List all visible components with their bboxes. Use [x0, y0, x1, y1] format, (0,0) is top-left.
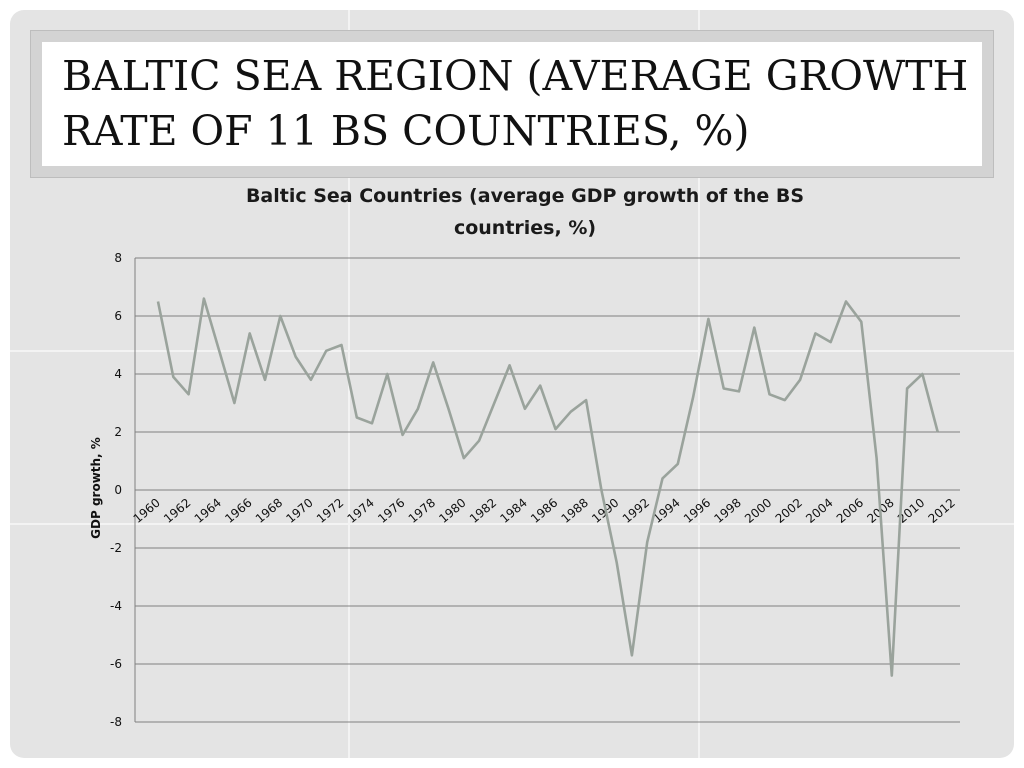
y-tick-label: -8: [110, 715, 122, 729]
x-tick-label: 2000: [742, 495, 775, 526]
x-tick-label: 1998: [711, 495, 744, 526]
x-tick-label: 1968: [252, 495, 286, 526]
x-tick-label: 2008: [864, 495, 897, 526]
x-tick-label: 1962: [161, 495, 194, 526]
x-tick-label: 1984: [497, 495, 530, 526]
y-tick-label: 2: [114, 425, 122, 439]
x-tick-label: 1994: [650, 495, 683, 526]
x-tick-label: 1974: [344, 495, 377, 526]
y-tick-label: -6: [110, 657, 122, 671]
x-tick-label: 1982: [466, 495, 500, 526]
x-tick-label: 1988: [558, 495, 592, 526]
x-tick-label: 1990: [589, 495, 622, 526]
y-tick-label: 6: [114, 309, 122, 323]
y-axis-label: GDP growth, %: [89, 437, 103, 539]
x-tick-label: 2002: [772, 495, 806, 526]
x-tick-label: 2012: [925, 495, 958, 526]
x-tick-label: 2006: [833, 495, 867, 526]
x-tick-label: 1960: [130, 495, 163, 526]
x-tick-label: 1980: [436, 495, 469, 526]
x-tick-label: 1964: [191, 495, 225, 526]
y-tick-label: 4: [114, 367, 122, 381]
x-tick-label: 1992: [619, 495, 653, 526]
gdp-growth-line: [158, 299, 938, 676]
x-tick-label: 1986: [528, 495, 561, 526]
x-tick-label: 1996: [680, 495, 714, 526]
slide-title: BALTIC SEA REGION (AVERAGE GROWTH RATE OF 11 BS COUNTRIES, %): [62, 52, 969, 155]
y-tick-label: -4: [110, 599, 122, 613]
y-tick-label: 8: [114, 251, 122, 265]
x-tick-label: 1966: [222, 495, 255, 526]
x-tick-label: 1976: [375, 495, 408, 526]
x-tick-label: 1972: [313, 495, 347, 526]
y-tick-label: -2: [110, 541, 122, 555]
x-tick-label: 1978: [405, 495, 439, 526]
y-tick-label: 0: [114, 483, 122, 497]
x-tick-label: 1970: [283, 495, 316, 526]
x-tick-label: 2010: [894, 495, 928, 526]
chart-title: Baltic Sea Countries (average GDP growth of the BS countries, %): [245, 185, 805, 239]
x-tick-label: 2004: [803, 495, 836, 526]
